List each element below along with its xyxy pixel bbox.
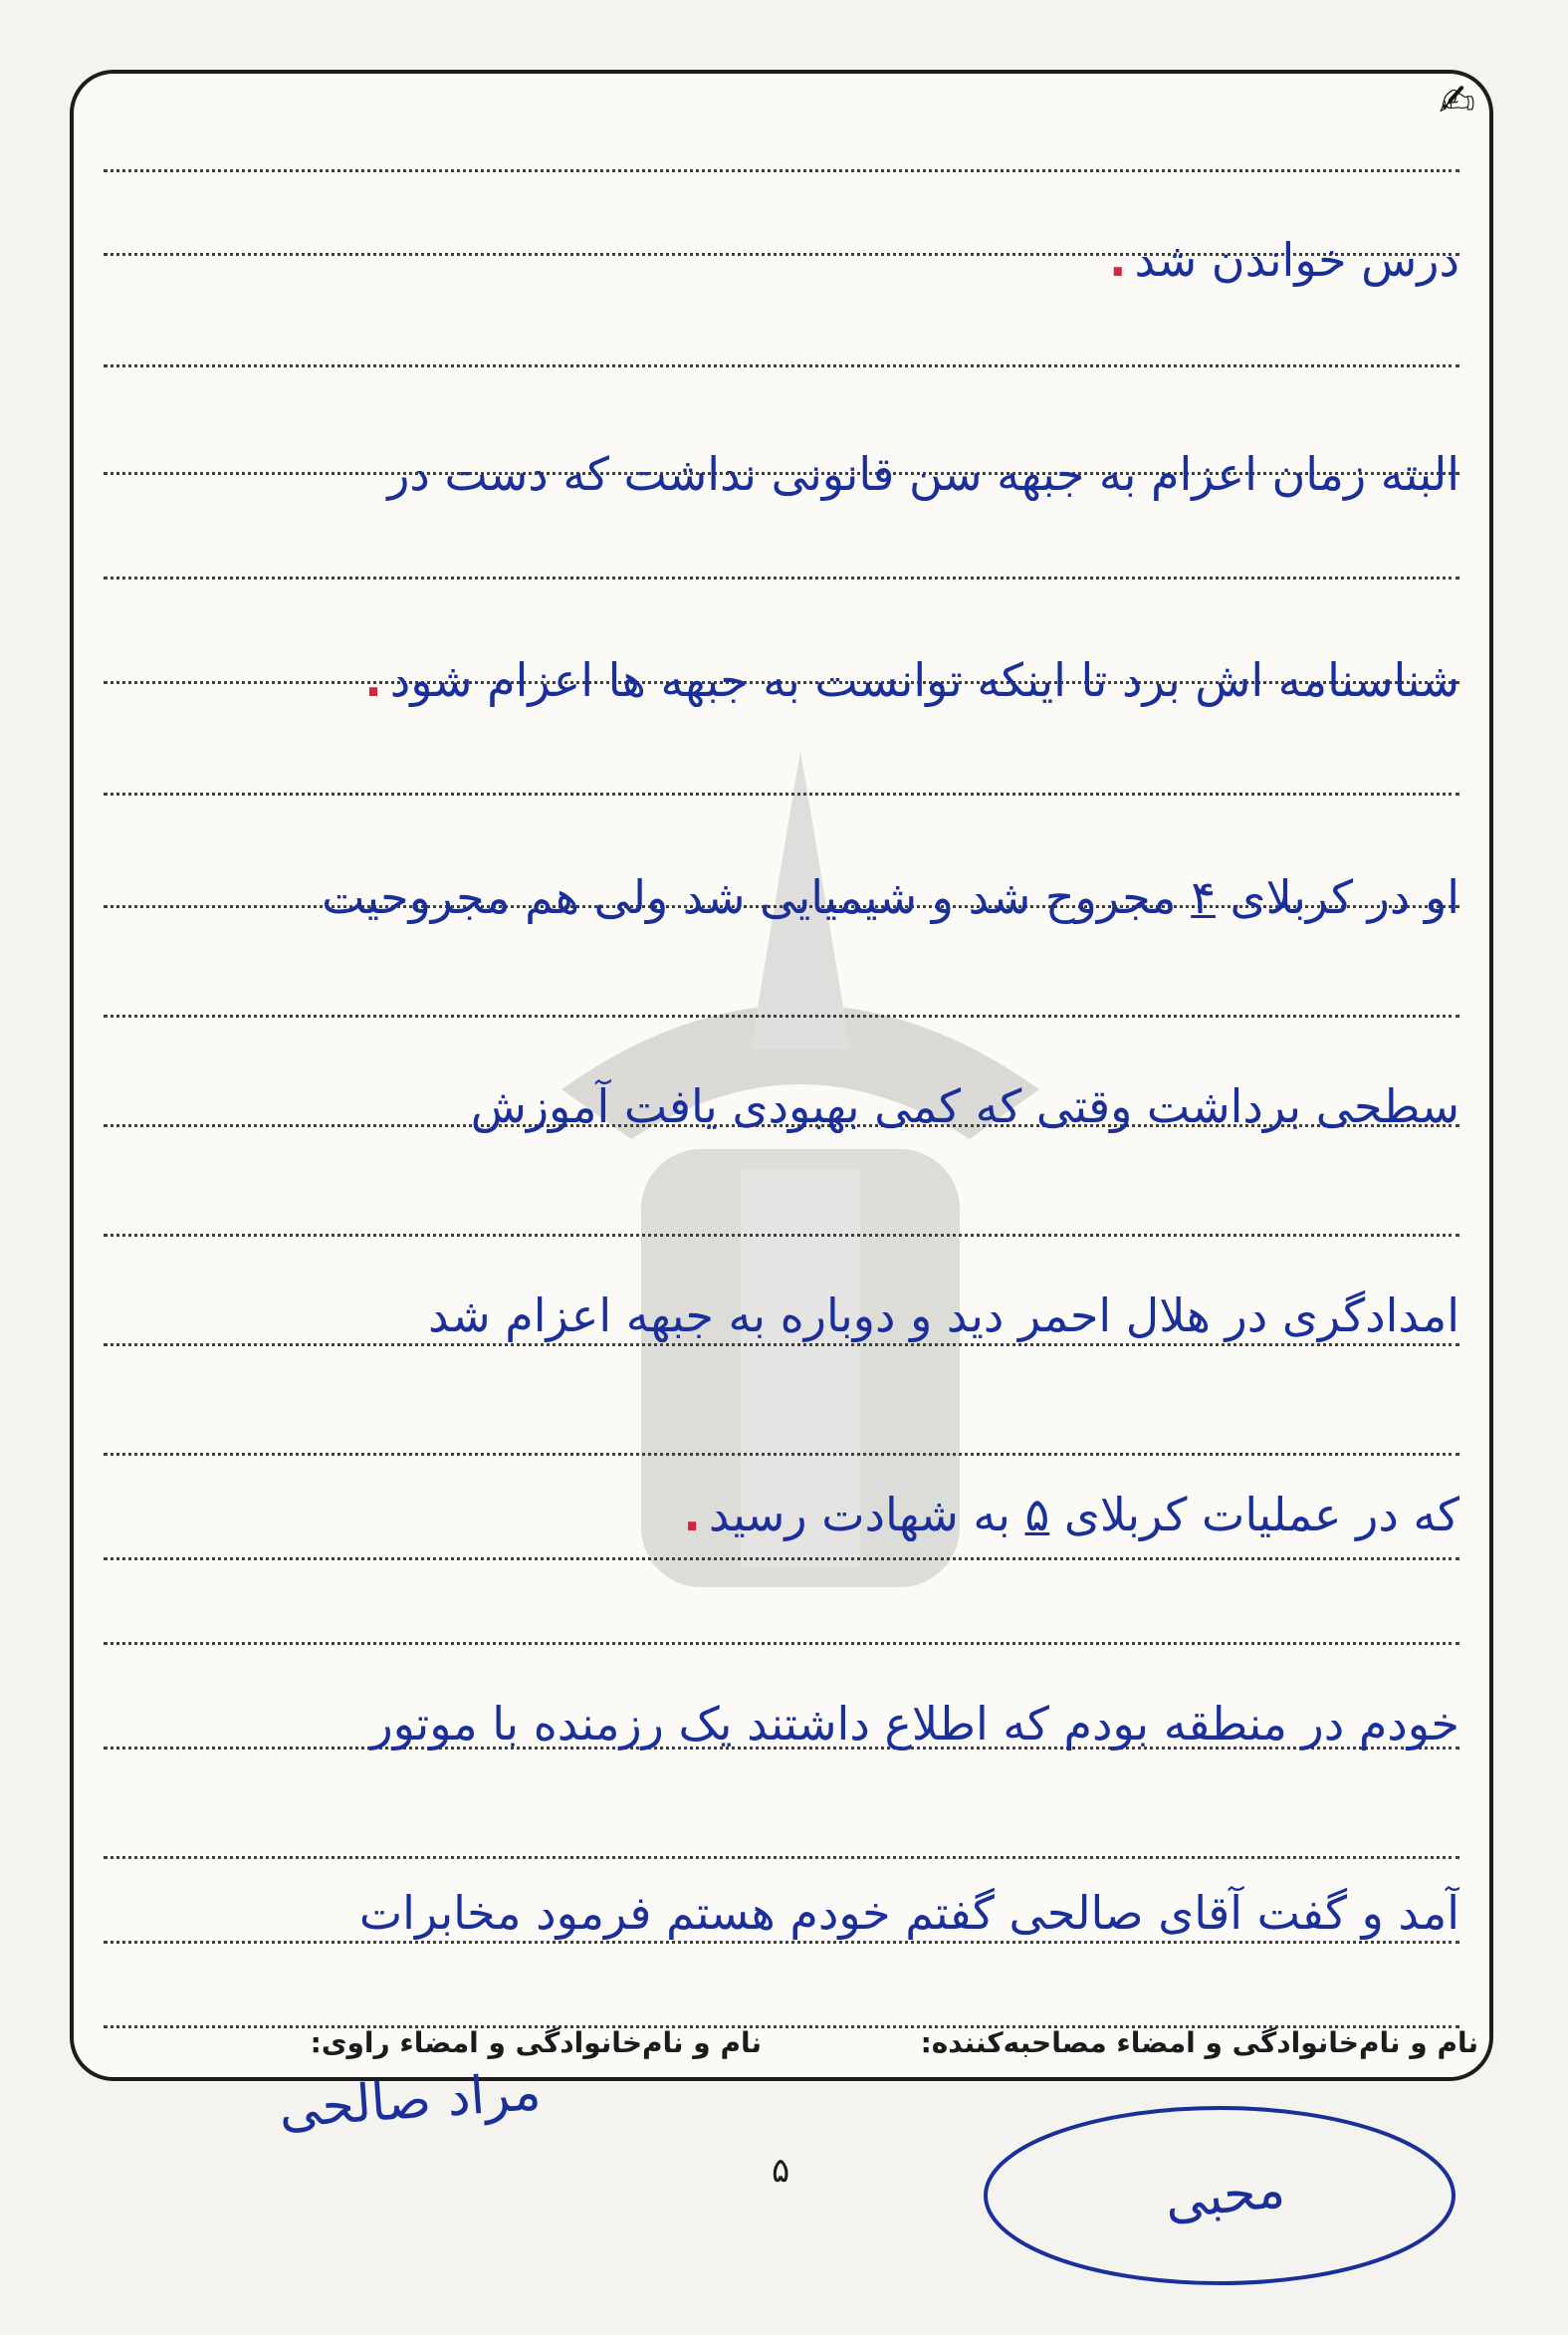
handwritten-line: امدادگری در هلال احمر دید و دوباره به جبهه اعزام شد [427,1288,1459,1342]
interviewer-signature-label: نام و نام‌خانوادگی و امضاء مصاحبه‌کننده: [920,2026,1478,2059]
handwritten-line: آمد و گفت آقای صالحی گفتم خودم هستم فرمود مخابرات [358,1886,1459,1940]
handwritten-line: درس خواندن شد. [1109,233,1459,287]
notebook-frame [70,70,1493,2081]
interviewer-signature: محبی [1162,2159,1288,2232]
page-number: ۵ [772,2151,790,2191]
narrator-signature: مراد صالحی [277,2061,544,2141]
handwritten-line: خودم در منطقه بودم که اطلاع داشتند یک رزمنده با موتور [370,1697,1459,1751]
handwritten-line: سطحی برداشت وقتی که کمی بهبودی یافت آموزش [470,1079,1459,1133]
narrator-signature-label: نام و نام‌خانوادگی و امضاء راوی: [310,2026,762,2059]
pen-icon: ✍ [1439,76,1475,126]
handwritten-line: البته زمان اعزام به جبهه سن قانونی نداشت که دست در [387,447,1459,501]
handwritten-line: شناسنامه اش برد تا اینکه توانست به جبهه ها اعزام شود. [364,653,1459,707]
handwritten-line: او در کربلای ۴ مجروح شد و شیمیایی شد ولی هم مجروحیت [322,870,1459,924]
ruled-lines [104,74,1459,2077]
handwritten-line: که در عملیات کربلای ۵ به شهادت رسید. [683,1488,1459,1541]
